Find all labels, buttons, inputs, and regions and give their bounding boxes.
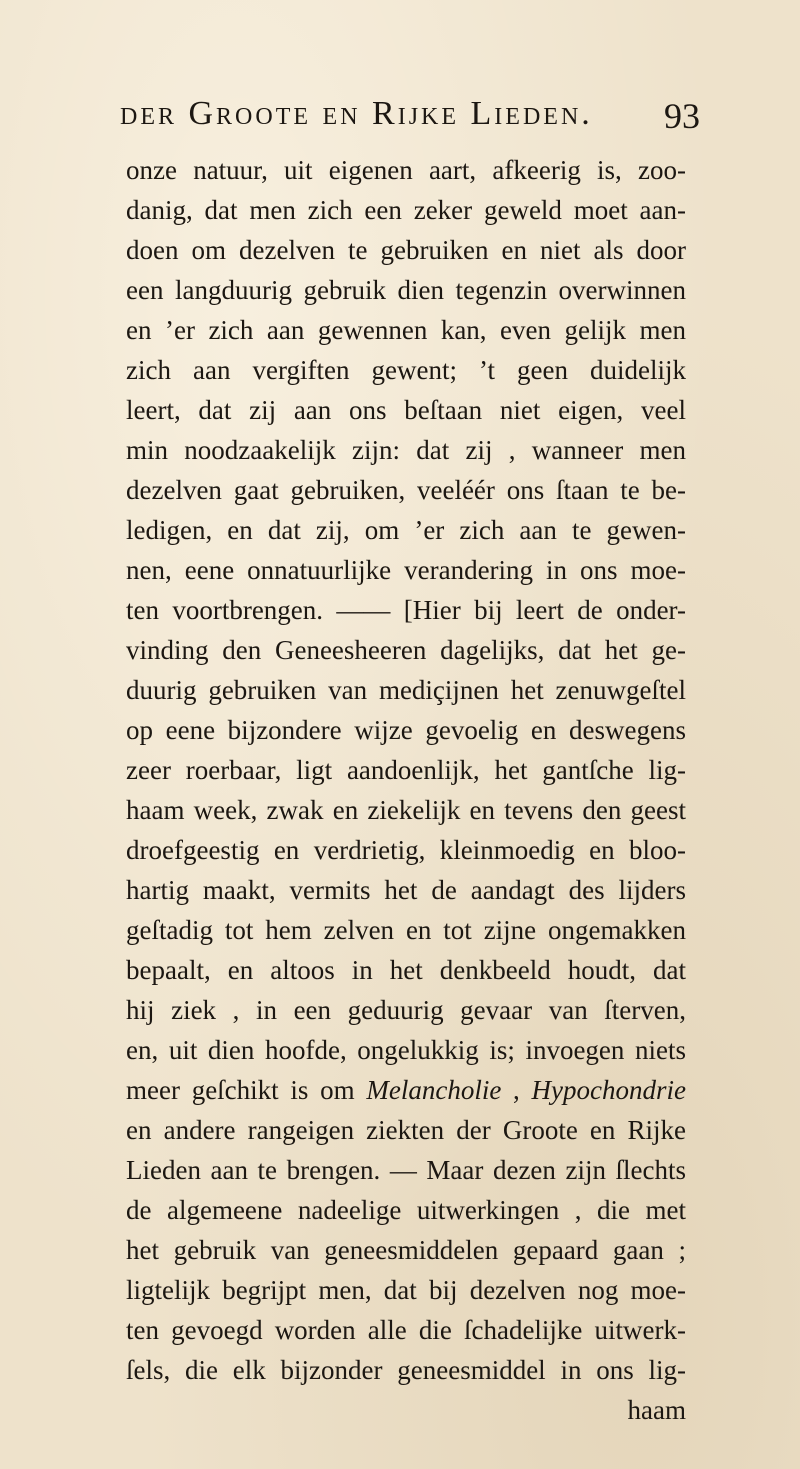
text-line: nen, eene onnatuurlijke verandering in ons moe- (126, 555, 686, 585)
text-line: haam week, zwak en ziekelijk en tevens den geest (126, 795, 686, 825)
text-line: hartig maakt, vermits het de aandagt des lijders (126, 875, 686, 905)
text-line: geſtadig tot hem zelven en tot zijne ongemakken (126, 915, 686, 945)
text-line: Lieden aan te brengen. — Maar dezen zijn ſlechts (126, 1155, 686, 1185)
text-line: zich aan vergiften gewent; ’t geen duidelijk (126, 355, 686, 385)
text-line: danig, dat men zich een zeker geweld moet aan- (126, 195, 686, 225)
text-line: een langduurig gebruik dien tegenzin overwinnen (126, 275, 686, 305)
text-line: hij ziek , in een geduurig gevaar van ſterven, (126, 995, 686, 1025)
body-text (126, 150, 686, 1430)
italic-term: Hypochondrie (531, 1075, 687, 1105)
text-line: ſels, die elk bijzonder geneesmiddel in ons lig- (126, 1355, 686, 1385)
text-line: min noodzaakelijk zijn: dat zij , wanneer men (126, 435, 686, 465)
page-number: 93 (664, 96, 700, 136)
text-line: leert, dat zij aan ons beſtaan niet eigen, veel (126, 395, 686, 425)
text-line: ligtelijk begrijpt men, dat bij dezelven nog moe- (126, 1275, 686, 1305)
text-line: vinding den Geneesheeren dagelijks, dat het ge- (126, 635, 686, 665)
text-line: en ’er zich aan gewennen kan, even gelijk men (126, 315, 686, 345)
text-line: ledigen, en dat zij, om ’er zich aan te gewen- (126, 515, 686, 545)
text-line: dezelven gaat gebruiken, veeléér ons ſtaan te be- (126, 475, 686, 505)
text-line: bepaalt, en altoos in het denkbeeld houdt, dat (126, 955, 686, 985)
text-line: het gebruik van geneesmiddelen gepaard gaan ; (126, 1235, 686, 1265)
text-line: de algemeene nadeelige uitwerkingen , die met (126, 1195, 686, 1225)
text-line: en, uit dien hoofde, ongelukkig is; invoegen niets (126, 1035, 686, 1065)
catchword-line: haam (627, 1395, 686, 1425)
running-title: der Groote en Rijke Lieden. (120, 95, 593, 132)
text-line: onze natuur, uit eigenen aart, afkeerig is, zoo- (126, 155, 686, 185)
italic-term: Melancholie (366, 1075, 502, 1105)
running-header (120, 95, 700, 145)
text-line: droefgeestig en verdrietig, kleinmoedig en bloo- (126, 835, 686, 865)
text-line: meer geſchikt is om Melancholie , Hypochondrie (126, 1075, 687, 1105)
text-line: en andere rangeigen ziekten der Groote en Rijke (126, 1115, 686, 1145)
text-line: ten gevoegd worden alle die ſchadelijke uitwerk- (126, 1315, 686, 1345)
text-line: ten voortbrengen. —— [Hier bij leert de onder- (126, 595, 686, 625)
text-line: zeer roerbaar, ligt aandoenlijk, het gantſche lig- (126, 755, 686, 785)
text-line: duurig gebruiken van mediçijnen het zenuwgeſtel (126, 675, 686, 705)
text-line: op eene bijzondere wijze gevoelig en deswegens (126, 715, 686, 745)
text-line: doen om dezelven te gebruiken en niet als door (126, 235, 686, 265)
